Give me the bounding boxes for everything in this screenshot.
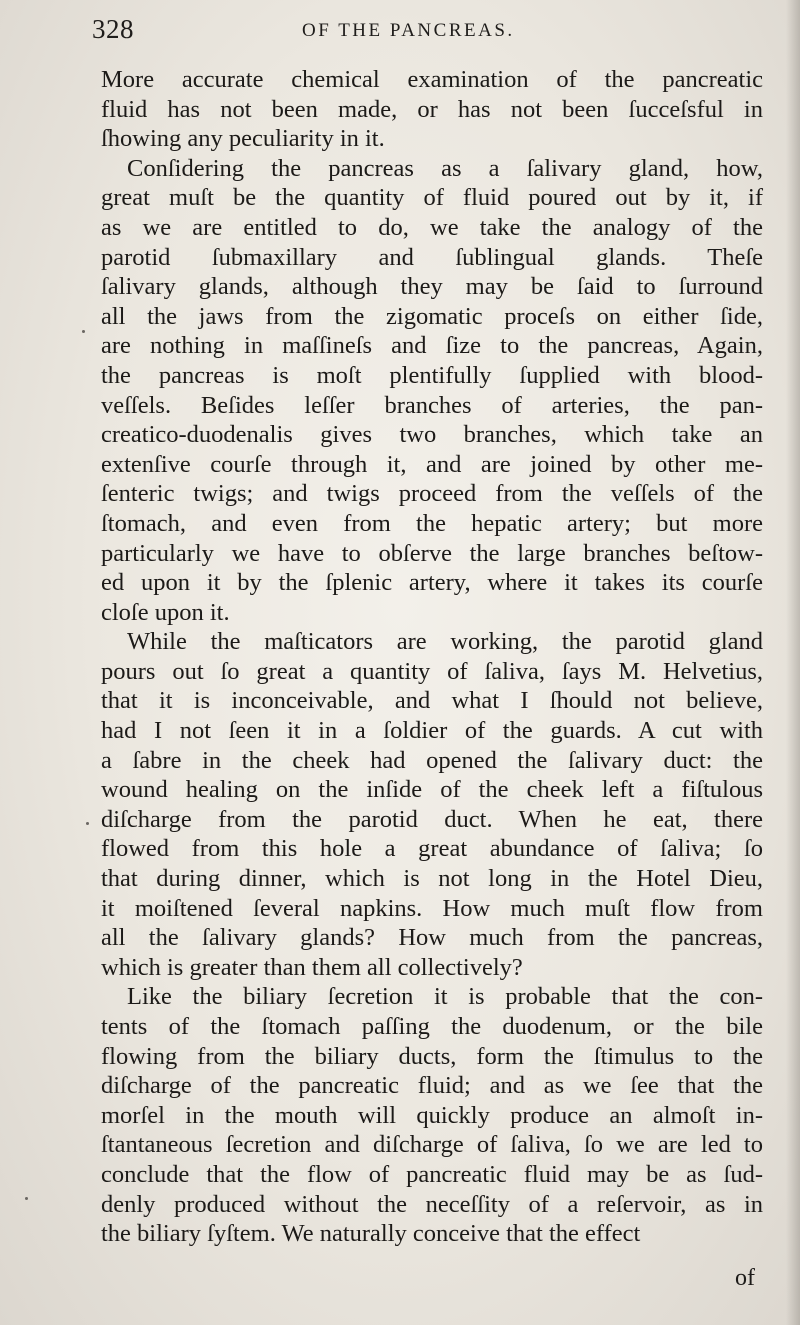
text-line: diſcharge of the pancreatic fluid; and as we ſee that the — [101, 1072, 763, 1100]
text-line: ſalivary glands, although they may be ſaid to ſurround — [101, 273, 763, 301]
text-line: denly produced without the neceſſity of a reſervoir, as in — [101, 1190, 763, 1218]
text-line: flowed from this hole a great abundance of ſaliva; ſo — [101, 835, 763, 863]
paragraph — [101, 982, 763, 1248]
body-text — [101, 65, 763, 1249]
text-line: it moiſtened ſeveral napkins. How much muſt flow from — [101, 894, 763, 922]
text-line: tents of the ſtomach paſſing the duodenum, or the bile — [101, 1013, 763, 1040]
text-line: all the jaws from the zigomatic proceſs on either ſide, — [101, 302, 763, 330]
text-line: are nothing in maſſineſs and ſize to the pancreas, Again, — [101, 332, 763, 360]
text-line: ed upon it by the ſplenic artery, where it takes its courſe — [101, 569, 763, 597]
ink-fleck — [86, 822, 89, 825]
text-line: cloſe upon it. — [101, 598, 230, 626]
text-line: conclude that the flow of pancreatic fluid may be as ſud- — [101, 1160, 763, 1188]
text-line: diſcharge from the parotid duct. When he eat, there — [101, 805, 763, 833]
paragraph — [101, 627, 763, 982]
text-line: had I not ſeen it in a ſoldier of the guards. A cut with — [101, 717, 763, 745]
ink-fleck — [25, 1197, 28, 1200]
text-line: ſtantaneous ſecretion and diſcharge of ſaliva, ſo we are led to — [101, 1131, 763, 1159]
text-line: which is greater than them all collectively? — [101, 953, 523, 981]
text-line: a ſabre in the cheek had opened the ſalivary duct: the — [101, 746, 763, 774]
text-line: great muſt be the quantity of fluid poured out by it, if — [101, 184, 763, 212]
text-line: wound healing on the inſide of the cheek left a fiſtulous — [101, 776, 763, 804]
text-line: that it is inconceivable, and what I ſhould not believe, — [101, 687, 763, 715]
text-line: that during dinner, which is not long in the Hotel Dieu, — [101, 865, 763, 893]
text-line: the biliary ſyſtem. We naturally conceive that the effect — [101, 1220, 641, 1248]
ink-fleck — [82, 330, 85, 333]
text-line: flowing from the biliary ducts, form the ſtimulus to the — [101, 1042, 763, 1070]
running-title: OF THE PANCREAS. — [302, 20, 515, 41]
text-line: pours out ſo great a quantity of ſaliva, ſays M. Helvetius, — [101, 657, 763, 685]
page-number: 328 — [92, 14, 134, 44]
page-header — [92, 14, 760, 54]
text-line: parotid ſubmaxillary and ſublingual glands. Theſe — [101, 243, 763, 271]
text-line: Conſidering the pancreas as a ſalivary gland, how, — [127, 154, 763, 182]
text-line: creatico-duodenalis gives two branches, which take an — [101, 421, 763, 449]
text-line: More accurate chemical examination of the pancreatic — [101, 66, 763, 93]
text-line: as we are entitled to do, we take the analogy of the — [101, 213, 763, 241]
text-line: ſtomach, and even from the hepatic artery; but more — [101, 509, 763, 537]
page-edge-shadow — [786, 0, 800, 1325]
paragraph — [101, 65, 763, 154]
text-line: Like the biliary ſecretion it is probable that the con- — [127, 983, 763, 1011]
text-line: While the maſticators are working, the parotid gland — [127, 628, 763, 656]
paragraph — [101, 154, 763, 628]
text-line: fluid has not been made, or has not been ſucceſsful in — [101, 95, 763, 123]
catchword: of — [735, 1265, 755, 1291]
text-line: extenſive courſe through it, and are joined by other me- — [101, 450, 763, 478]
text-line: morſel in the mouth will quickly produce an almoſt in- — [101, 1101, 763, 1129]
text-line: ſhowing any peculiarity in it. — [101, 125, 385, 153]
text-line: particularly we have to obſerve the large branches beſtow- — [101, 539, 763, 567]
text-line: ſenteric twigs; and twigs proceed from the veſſels of the — [101, 480, 763, 508]
text-line: the pancreas is moſt plentifully ſupplied with blood- — [101, 361, 763, 389]
text-line: all the ſalivary glands? How much from the pancreas, — [101, 924, 763, 952]
text-line: veſſels. Beſides leſſer branches of arteries, the pan- — [101, 391, 763, 419]
